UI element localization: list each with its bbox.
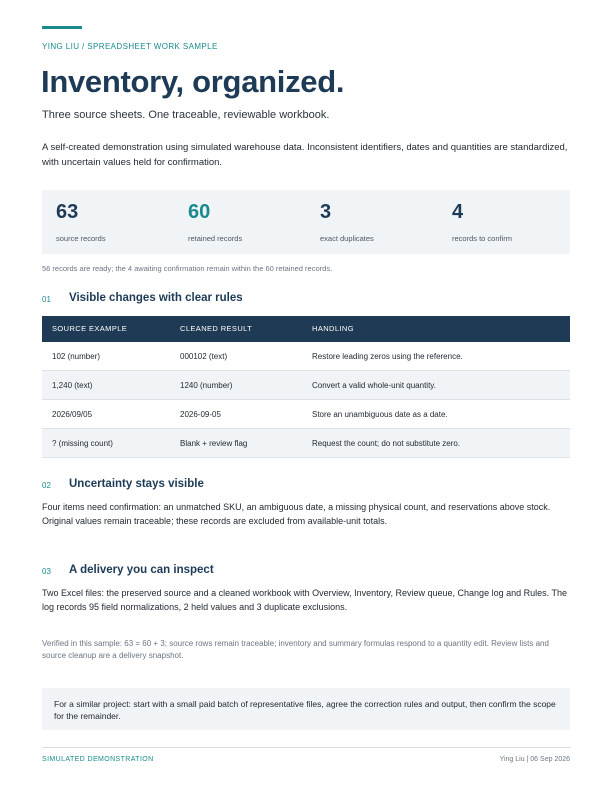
stat-value: 4	[452, 201, 464, 223]
column-header: CLEANED RESULT	[180, 324, 253, 333]
stats-panel	[42, 190, 570, 254]
stat-value: 60	[188, 201, 211, 223]
stat-source-records	[42, 190, 174, 254]
table-cell: 2026/09/05	[52, 410, 93, 419]
column-header: HANDLING	[312, 324, 354, 333]
section-body: Four items need confirmation: an unmatched SKU, an ambiguous date, a missing physical count, and reservations above stock. Original values remain traceable; these records are excluded from available-unit totals.	[42, 502, 551, 526]
footer-divider	[42, 747, 570, 748]
table-cell: Restore leading zeros using the reference.	[312, 352, 463, 361]
column-header: SOURCE EXAMPLE	[52, 324, 128, 333]
page-subtitle: Three source sheets. One traceable, reviewable workbook.	[42, 109, 330, 121]
section-title: A delivery you can inspect	[69, 564, 214, 576]
section-number: 03	[42, 567, 51, 576]
table-header	[42, 316, 570, 342]
table-cell: Blank + review flag	[180, 439, 248, 448]
table-cell: 1,240 (text)	[52, 381, 93, 390]
verification-note: Verified in this sample: 63 = 60 + 3; source rows remain traceable; inventory and summary formulas respond to a quantity edit. Review lists and source cleanup are a delivery snapshot.	[42, 639, 549, 660]
stat-label: source records	[56, 234, 106, 243]
table-row	[42, 371, 570, 400]
eyebrow-label: YING LIU / SPREADSHEET WORK SAMPLE	[42, 42, 218, 51]
stat-label: retained records	[188, 234, 243, 243]
table-cell: Request the count; do not substitute zero.	[312, 439, 461, 448]
table-row	[42, 342, 570, 371]
table-cell: Store an unambiguous date as a date.	[312, 410, 448, 419]
callout-text: For a similar project: start with a small paid batch of representative files, agree the correction rules and output, then confirm the scope for the remainder.	[54, 699, 556, 721]
changes-table	[42, 316, 570, 458]
table-row	[42, 429, 570, 458]
stats-note: 56 records are ready; the 4 awaiting confirmation remain within the 60 retained records.	[42, 264, 333, 273]
table-cell: Convert a valid whole-unit quantity.	[312, 381, 436, 390]
section-number: 02	[42, 481, 51, 490]
footer-author-date: Ying Liu | 06 Sep 2026	[499, 756, 570, 763]
page-title: Inventory, organized.	[41, 64, 345, 99]
table-cell: 102 (number)	[52, 352, 101, 361]
stat-retained-records	[174, 190, 306, 254]
stat-label: exact duplicates	[320, 234, 374, 243]
section-title: Uncertainty stays visible	[69, 478, 204, 490]
table-cell: 2026-09-05	[180, 410, 221, 419]
section-number: 01	[42, 295, 51, 304]
table-row	[42, 400, 570, 429]
stat-exact-duplicates	[306, 190, 438, 254]
stat-records-to-confirm	[438, 190, 570, 254]
intro-paragraph: A self-created demonstration using simulated warehouse data. Inconsistent identifiers, dates and quantities are standardized, with uncertain values held for confirmation.	[42, 142, 568, 168]
project-callout	[42, 688, 570, 730]
footer-label: SIMULATED DEMONSTRATION	[42, 756, 154, 763]
stat-label: records to confirm	[452, 234, 513, 243]
table-cell: 1240 (number)	[180, 381, 233, 390]
accent-bar	[42, 26, 82, 29]
stat-value: 3	[320, 201, 332, 223]
section-title: Visible changes with clear rules	[69, 292, 243, 304]
table-cell: ? (missing count)	[52, 439, 113, 448]
table-cell: 000102 (text)	[180, 352, 228, 361]
section-body: Two Excel files: the preserved source and a cleaned workbook with Overview, Inventory, Review queue, Change log and Rules. The log records 95 field normalizations, 2 held values and 3 duplicate exclusions.	[42, 588, 567, 612]
stat-value: 63	[56, 201, 79, 223]
